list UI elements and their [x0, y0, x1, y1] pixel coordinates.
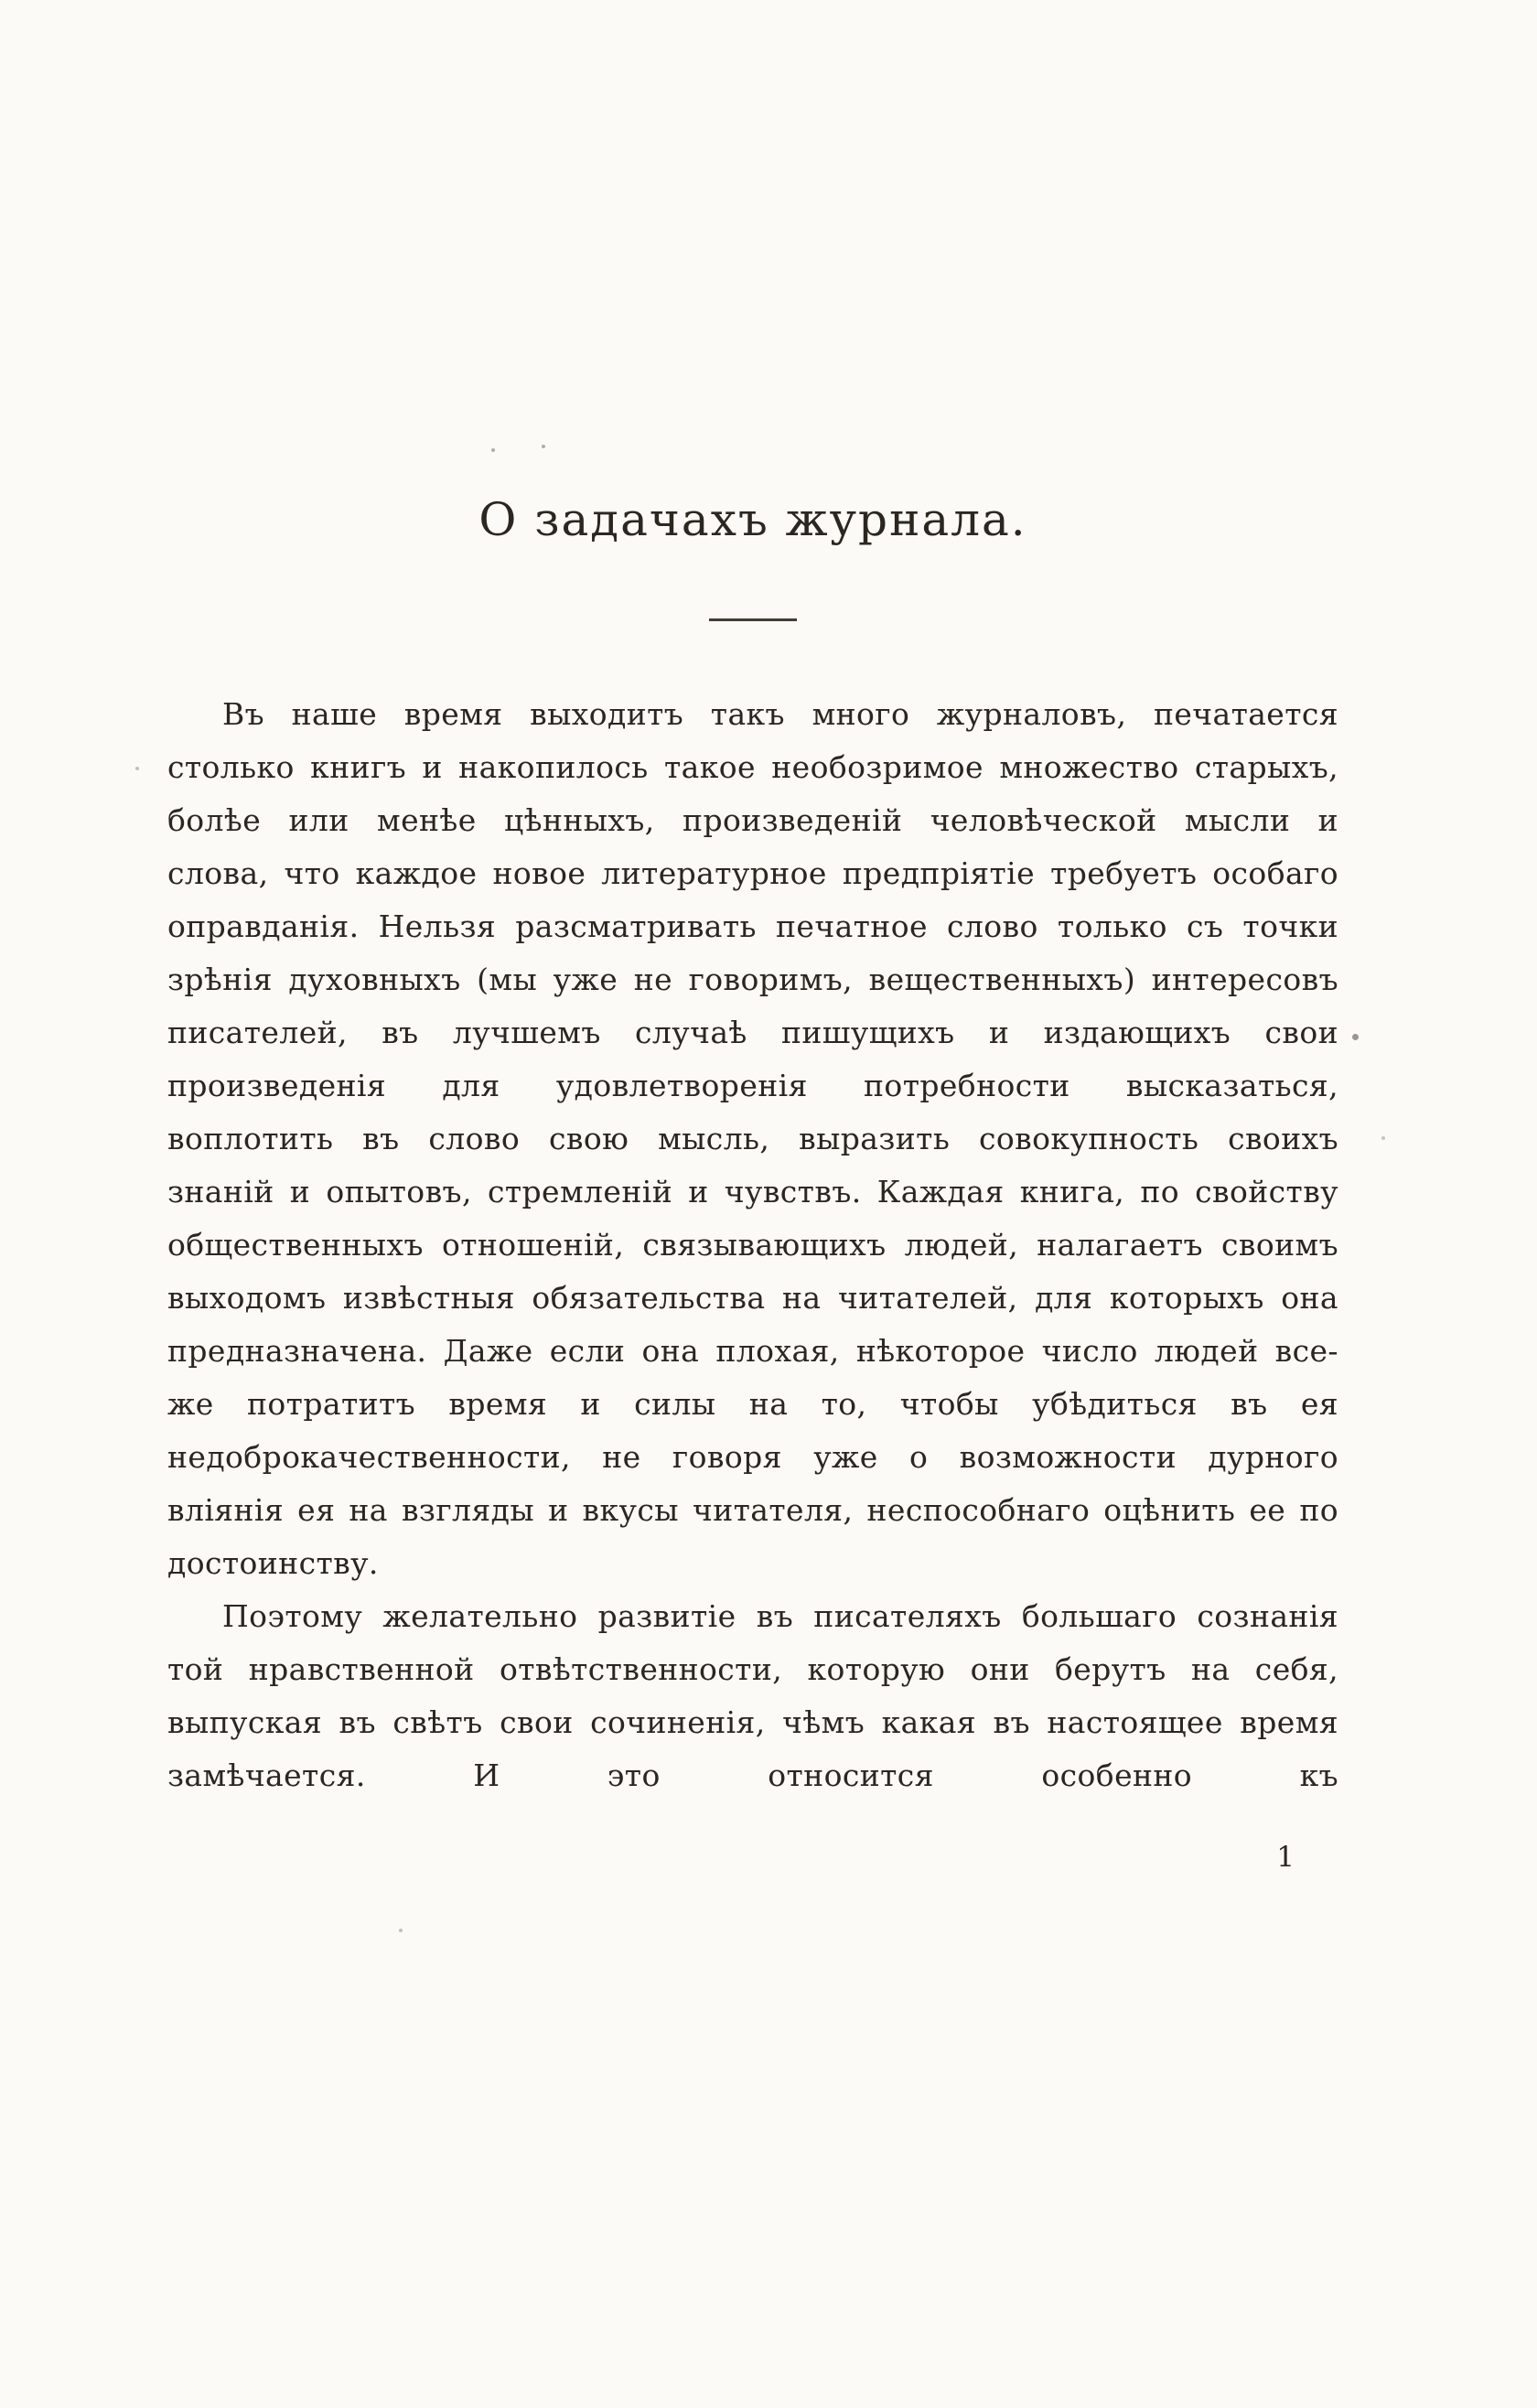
- scan-speck: [1352, 1034, 1359, 1040]
- scan-speck: [542, 445, 545, 448]
- divider-line: [709, 618, 797, 621]
- title-divider: [167, 618, 1338, 621]
- scan-speck: [491, 448, 495, 452]
- paragraph: Поэтому желательно развитіе въ писателяхъ большаго сознанія той нравственной отвѣтственности, которую они берутъ на себя, выпуская въ свѣтъ свои сочиненія, чѣмъ какая въ настоящее время замѣчается. И это относится особенно къ: [167, 1598, 1338, 1793]
- page-title: О задачахъ журнала.: [478, 493, 1027, 546]
- paragraph: Въ наше время выходитъ такъ много журналовъ, печатается столько книгъ и накопилось такое необозримое множество старыхъ, болѣе или менѣе цѣнныхъ, произведеній человѣческой мысли и слова, что каждое новое литературное предпріятіе требуетъ особаго оправданія. Нельзя разсматривать печатное слово только съ точки зрѣнія духовныхъ (мы уже не говоримъ, вещественныхъ) интересовъ писателей, въ лучшемъ случаѣ пишущихъ и издающихъ свои произведенія для удовлетворенія потребности высказаться, воплотить въ слово свою мысль, выразить совокупность своихъ знаній и опытовъ, стремленій и чувствъ. Каждая книга, по свойству общественныхъ отношеній, связывающихъ людей, налагаетъ своимъ выходомъ извѣстныя обязательства на читателей, для которыхъ она предназначена. Даже если она плохая, нѣкоторое число людей все-же потратитъ время и силы на то, чтобы убѣдиться въ ея недоброкачественности, не говоря уже о возможности дурного вліянія ея на взгляды и вкусы читателя, неспособнаго оцѣнить ее по достоинству.: [167, 696, 1338, 1581]
- scan-speck: [399, 1929, 403, 1932]
- body-text: [167, 688, 1338, 1802]
- scan-speck: [135, 767, 139, 770]
- page-number: 1: [1276, 1841, 1295, 1874]
- scan-speck: [1381, 1136, 1385, 1140]
